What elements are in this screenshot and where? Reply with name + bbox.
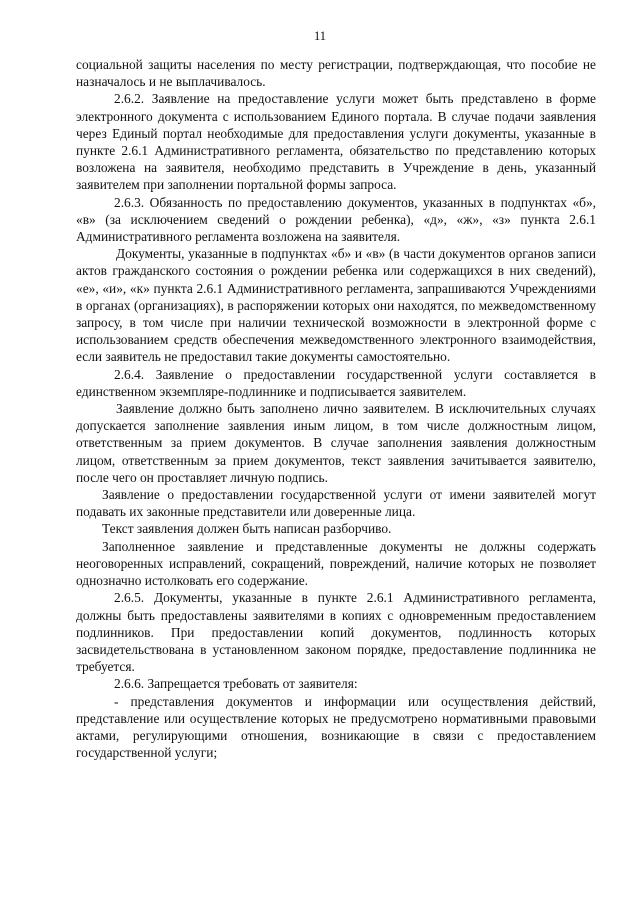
paragraph: Текст заявления должен быть написан разборчиво. [102, 521, 392, 537]
page-number: 11 [313, 29, 327, 43]
list-item: - представления документов и информации или осуществления действий, представление или осуществление которых не предусмотрено нормативными правовыми актами, регулирующими отношения, возникающие в связи с предоставлением государственной услуги; [76, 693, 596, 761]
document-body [76, 56, 596, 761]
paragraph: Документы, указанные в подпунктах «б» и «в» (в части документов органов записи актов гражданского состояния о рождении ребенка или содержащихся в них сведений), «е», «и», «к» пункта 2.6.1 Административного регламента, запрашиваются Учреждениями в органах (организациях), в распоряжении которых они находятся, по межведомственному запросу, в том числе при наличии технической возможности в электронной форме с использованием средств обеспечения межведомственного электронного взаимодействия, если заявитель не предоставил такие документы самостоятельно. [76, 246, 596, 365]
paragraph-2-6-2: 2.6.2. Заявление на предоставление услуги может быть представлено в форме электронного документа с использованием Единого портала. В случае подачи заявления через Единый портал необходимые для предоставления услуги документы, указанные в пункте 2.6.1 Административного регламента, обязательство по представлению которых возложена на заявителя, необходимо представить в Учреждение в день, указанный заявителем при заполнении портальной формы запроса. [76, 91, 596, 193]
paragraph-2-6-6: 2.6.6. Запрещается требовать от заявителя: [114, 676, 358, 692]
paragraph: Заполненное заявление и представленные документы не должны содержать неоговоренных исправлений, сокращений, повреждений, наличие которых не позволяет однозначно истолковать его содержание. [76, 538, 596, 589]
paragraph: Заявление должно быть заполнено лично заявителем. В исключительных случаях допускается заполнение заявления иным лицом, в том числе должностным лицом, ответственным за прием документов. В случае заполнения заявления должностным лицом, ответственным за прием документов, текст заявления зачитывается заявителю, после чего он проставляет личную подпись. [76, 401, 596, 485]
paragraph-2-6-5: 2.6.5. Документы, указанные в пункте 2.6.1 Административного регламента, должны быть предоставлены заявителями в копиях с одновременным предоставлением подлинников. При предоставлении копий документов, подлинность которых засвидетельствована в установленном законом порядке, предоставление подлинника не требуется. [76, 590, 596, 675]
paragraph-2-6-4: 2.6.4. Заявление о предоставлении государственной услуги составляется в единственном экземпляре-подлиннике и подписывается заявителем. [76, 366, 596, 399]
paragraph: социальной защиты населения по месту регистрации, подтверждающая, что пособие не назначалось и не выплачивалось. [76, 57, 596, 90]
paragraph: Заявление о предоставлении государственной услуги от имени заявителей могут подавать их законные представители или доверенные лица. [76, 487, 596, 520]
paragraph-2-6-3: 2.6.3. Обязанность по предоставлению документов, указанных в подпунктах «б», «в» (за исключением сведений о рождении ребенка), «д», «ж», «з» пункта 2.6.1 Административного регламента возложена на заявителя. [76, 194, 596, 245]
